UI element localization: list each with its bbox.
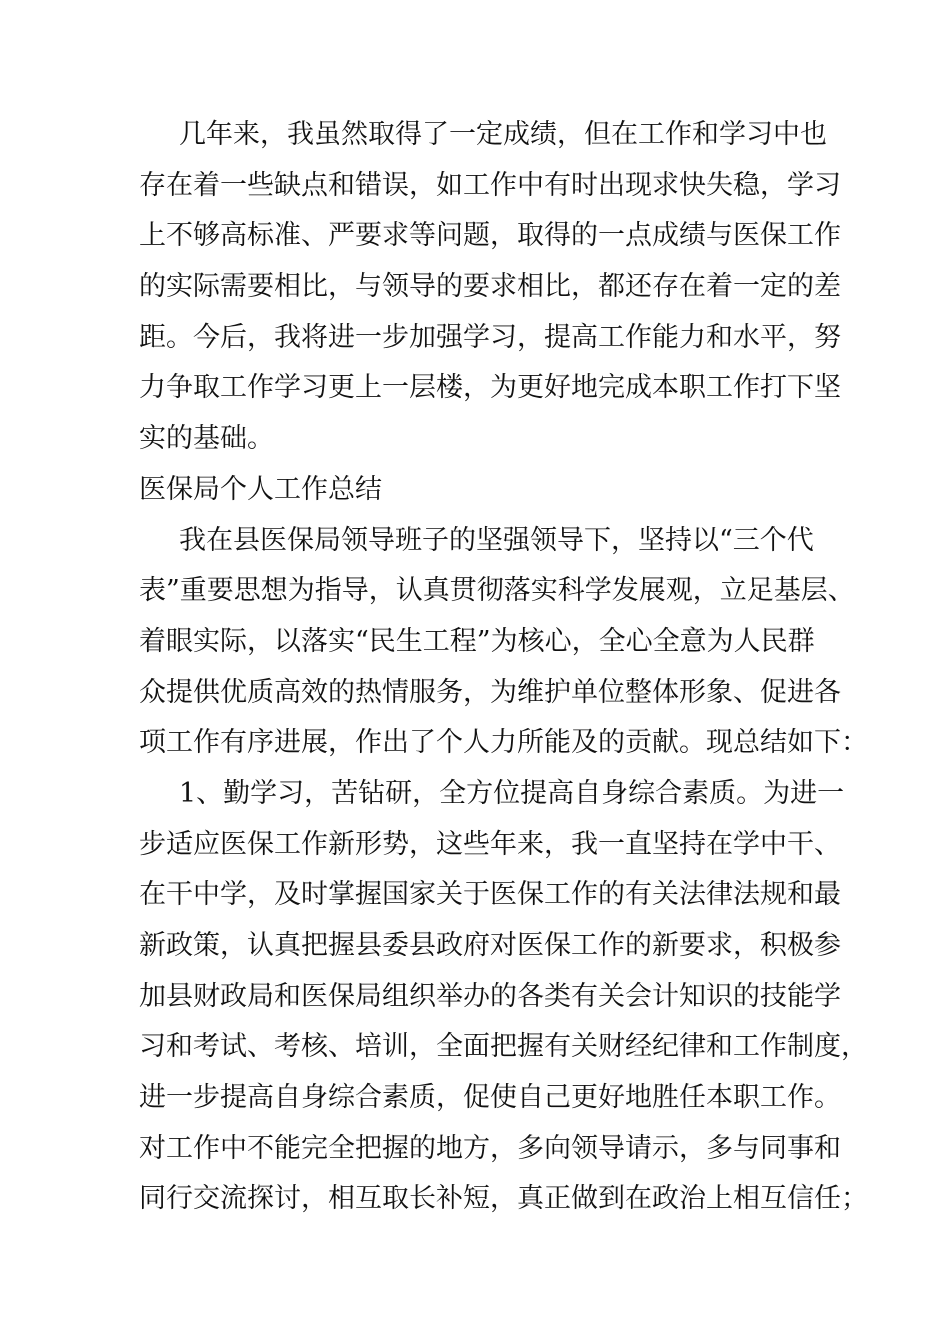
paragraph-line: 进一步提高自身综合素质，促使自己更好地胜任本职工作。 bbox=[139, 1082, 841, 1114]
paragraph-line: 同行交流探讨，相互取长补短，真正做到在政治上相互信任； bbox=[139, 1183, 868, 1215]
paragraph-line: 着眼实际，以落实“民生工程”为核心，全心全意为人民群 bbox=[139, 625, 815, 657]
paragraph-line: 在干中学，及时掌握国家关于医保工作的有关法律法规和最 bbox=[139, 879, 841, 911]
paragraph-line: 存在着一些缺点和错误，如工作中有时出现求快失稳，学习 bbox=[139, 169, 841, 201]
paragraph-line: 实的基础。 bbox=[139, 423, 274, 455]
paragraph-line: 距。今后，我将进一步加强学习，提高工作能力和水平，努 bbox=[139, 321, 841, 353]
paragraph-line: 项工作有序进展，作出了个人力所能及的贡献。现总结如下： bbox=[139, 727, 868, 759]
section-heading: 医保局个人工作总结 bbox=[139, 473, 382, 505]
paragraph-line: 1、勤学习，苦钻研，全方位提高自身综合素质。为进一 bbox=[179, 777, 845, 809]
paragraph-line: 表”重要思想为指导，认真贯彻落实科学发展观，立足基层、 bbox=[139, 575, 855, 607]
paragraph-line: 我在县医保局领导班子的坚强领导下，坚持以“三个代 bbox=[179, 524, 814, 556]
paragraph-line: 对工作中不能完全把握的地方，多向领导请示，多与同事和 bbox=[139, 1132, 841, 1164]
paragraph-line: 上不够高标准、严要求等问题，取得的一点成绩与医保工作 bbox=[139, 220, 841, 252]
paragraph-line: 新政策，认真把握县委县政府对医保工作的新要求，积极参 bbox=[139, 930, 841, 961]
paragraph-line: 习和考试、考核、培训，全面把握有关财经纪律和工作制度， bbox=[139, 1031, 868, 1063]
document-body bbox=[139, 110, 868, 1225]
paragraph-line: 步适应医保工作新形势，这些年来，我一直坚持在学中干、 bbox=[139, 828, 841, 860]
paragraph-line: 几年来，我虽然取得了一定成绩，但在工作和学习中也 bbox=[179, 119, 827, 150]
paragraph-line: 加县财政局和医保局组织举办的各类有关会计知识的技能学 bbox=[139, 980, 841, 1012]
paragraph-line: 的实际需要相比，与领导的要求相比，都还存在着一定的差 bbox=[139, 271, 841, 303]
paragraph-line: 众提供优质高效的热情服务，为维护单位整体形象、促进各 bbox=[139, 676, 841, 708]
paragraph-line: 力争取工作学习更上一层楼，为更好地完成本职工作打下坚 bbox=[139, 372, 841, 404]
